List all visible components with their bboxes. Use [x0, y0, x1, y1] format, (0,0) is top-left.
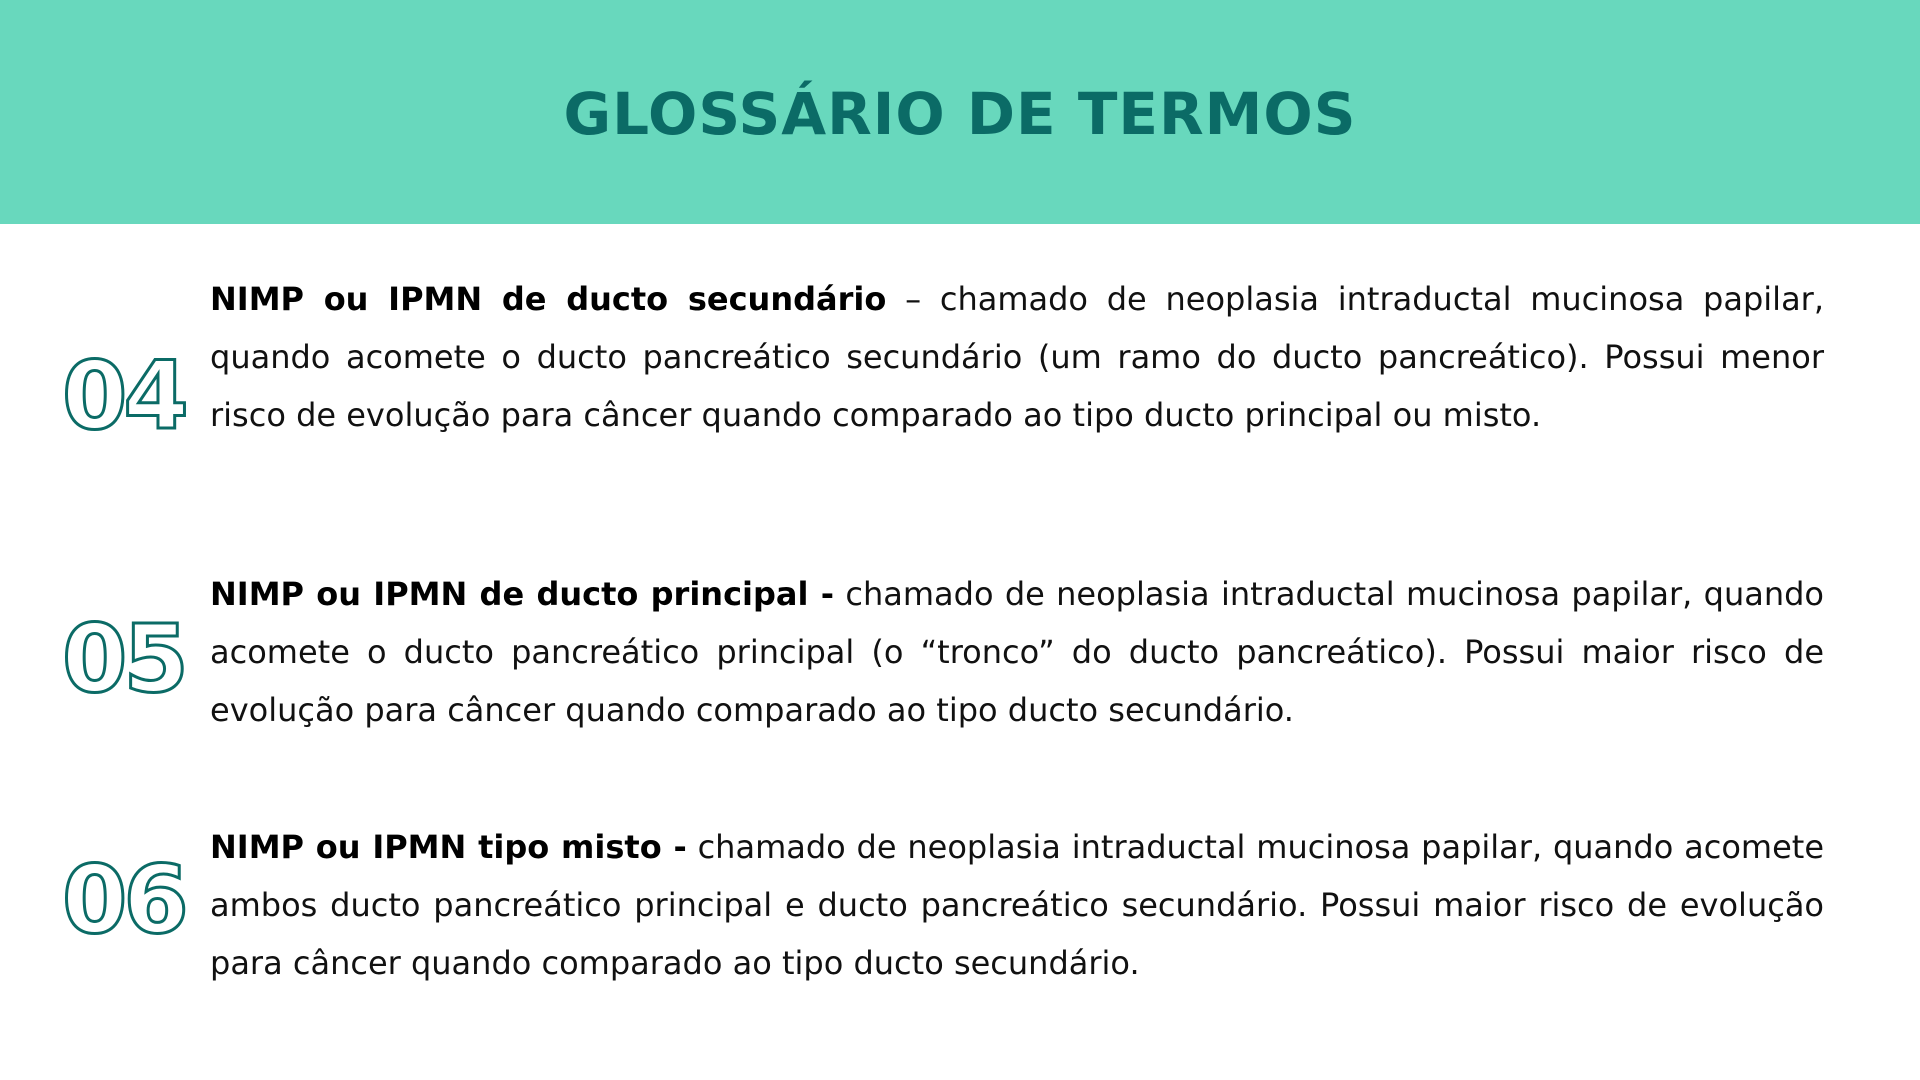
header-banner	[0, 0, 1920, 224]
entry-number: 05	[62, 605, 185, 714]
entry-term: NIMP ou IPMN de ducto secundário	[210, 280, 887, 318]
entry-number: 06	[62, 846, 185, 955]
entry-definition: chamado de neoplasia intraductal mucinosa papilar, quando acomete ambos ducto pancreático principal e ducto pancreático secundário. Possui maior risco de evolução para câncer quando comparado ao tipo ducto secundário.	[210, 828, 1825, 982]
entry-definition: chamado de neoplasia intraductal mucinosa papilar, quando acomete o ducto pancreático principal (o “tronco” do ducto pancreático). Possui maior risco de evolução para câncer quando comparado ao tipo ducto secundário.	[210, 575, 1825, 729]
entry-text	[210, 565, 1824, 739]
page-title: GLOSSÁRIO DE TERMOS	[563, 80, 1357, 148]
entry-term: NIMP ou IPMN de ducto principal -	[210, 575, 835, 613]
entry-term: NIMP ou IPMN tipo misto -	[210, 828, 687, 866]
entry-text	[210, 270, 1824, 444]
entry-number: 04	[62, 342, 185, 451]
entry-definition: – chamado de neoplasia intraductal mucinosa papilar, quando acomete o ducto pancreático secundário (um ramo do ducto pancreático). Possui menor risco de evolução para câncer quando comparado ao tipo ducto principal ou misto.	[210, 280, 1825, 434]
entry-text	[210, 818, 1824, 992]
